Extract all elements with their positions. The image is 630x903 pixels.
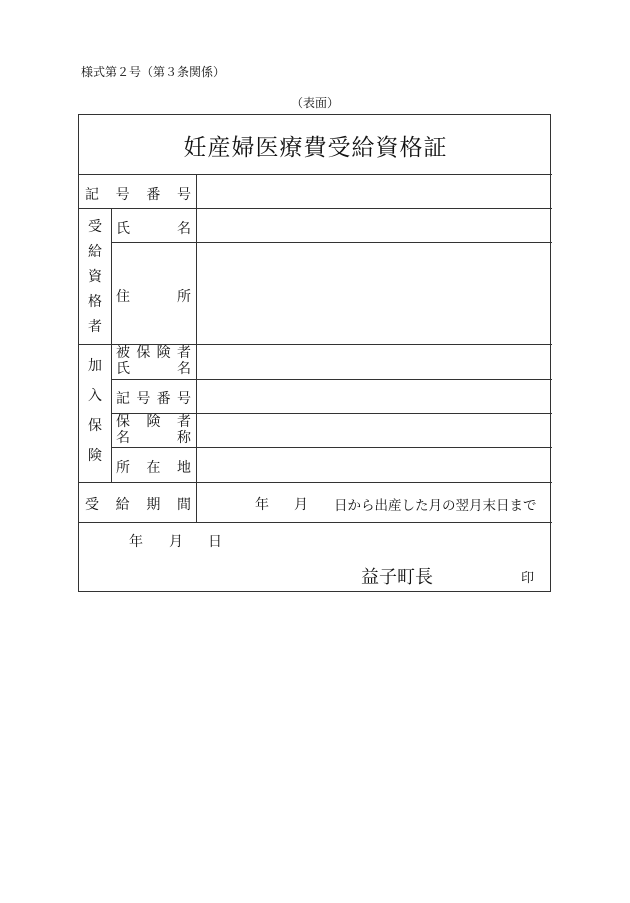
side-label: （表面） (290, 96, 339, 110)
issue-date-month: 月 (169, 534, 183, 550)
period-month: 月 (294, 497, 308, 513)
insurer-name-value[interactable] (197, 414, 552, 447)
insurance-record-number-label: 記 号 番 号 (116, 391, 191, 407)
insurer-name-label: 保 険 者 名 称 (116, 414, 191, 446)
period-year: 年 (255, 497, 269, 513)
form-number-label: 様式第２号（第３条関係） (81, 65, 226, 79)
insurance-record-number-value[interactable] (197, 380, 552, 413)
issuer-name: 益子町長 (361, 567, 433, 588)
certificate-title: 妊産婦医療費受給資格証 (183, 135, 448, 161)
location-value[interactable] (197, 448, 552, 482)
address-label: 住 所 (116, 289, 191, 305)
seal-mark: 印 (521, 571, 535, 586)
issue-date-day: 日 (208, 534, 222, 550)
address-value[interactable] (197, 243, 552, 344)
insured-name-label: 被 保 険 者 氏 名 (116, 345, 191, 377)
name-value[interactable] (197, 209, 552, 242)
record-number-value[interactable] (197, 175, 552, 208)
benefit-period-label: 受 給 期 間 (85, 497, 191, 513)
record-number-label: 記 号 番 号 (85, 187, 191, 203)
insurance-group-label: 加 入 保 険 (88, 358, 102, 464)
name-label: 氏 名 (116, 221, 191, 237)
recipient-group-label: 受 給 資 格 者 (88, 219, 102, 335)
issue-date-year: 年 (129, 534, 143, 550)
insured-name-value[interactable] (197, 345, 552, 379)
location-label: 所 在 地 (116, 460, 191, 476)
certificate-frame (78, 114, 551, 592)
period-day-text: 日から出産した月の翌月末日まで (334, 498, 537, 514)
